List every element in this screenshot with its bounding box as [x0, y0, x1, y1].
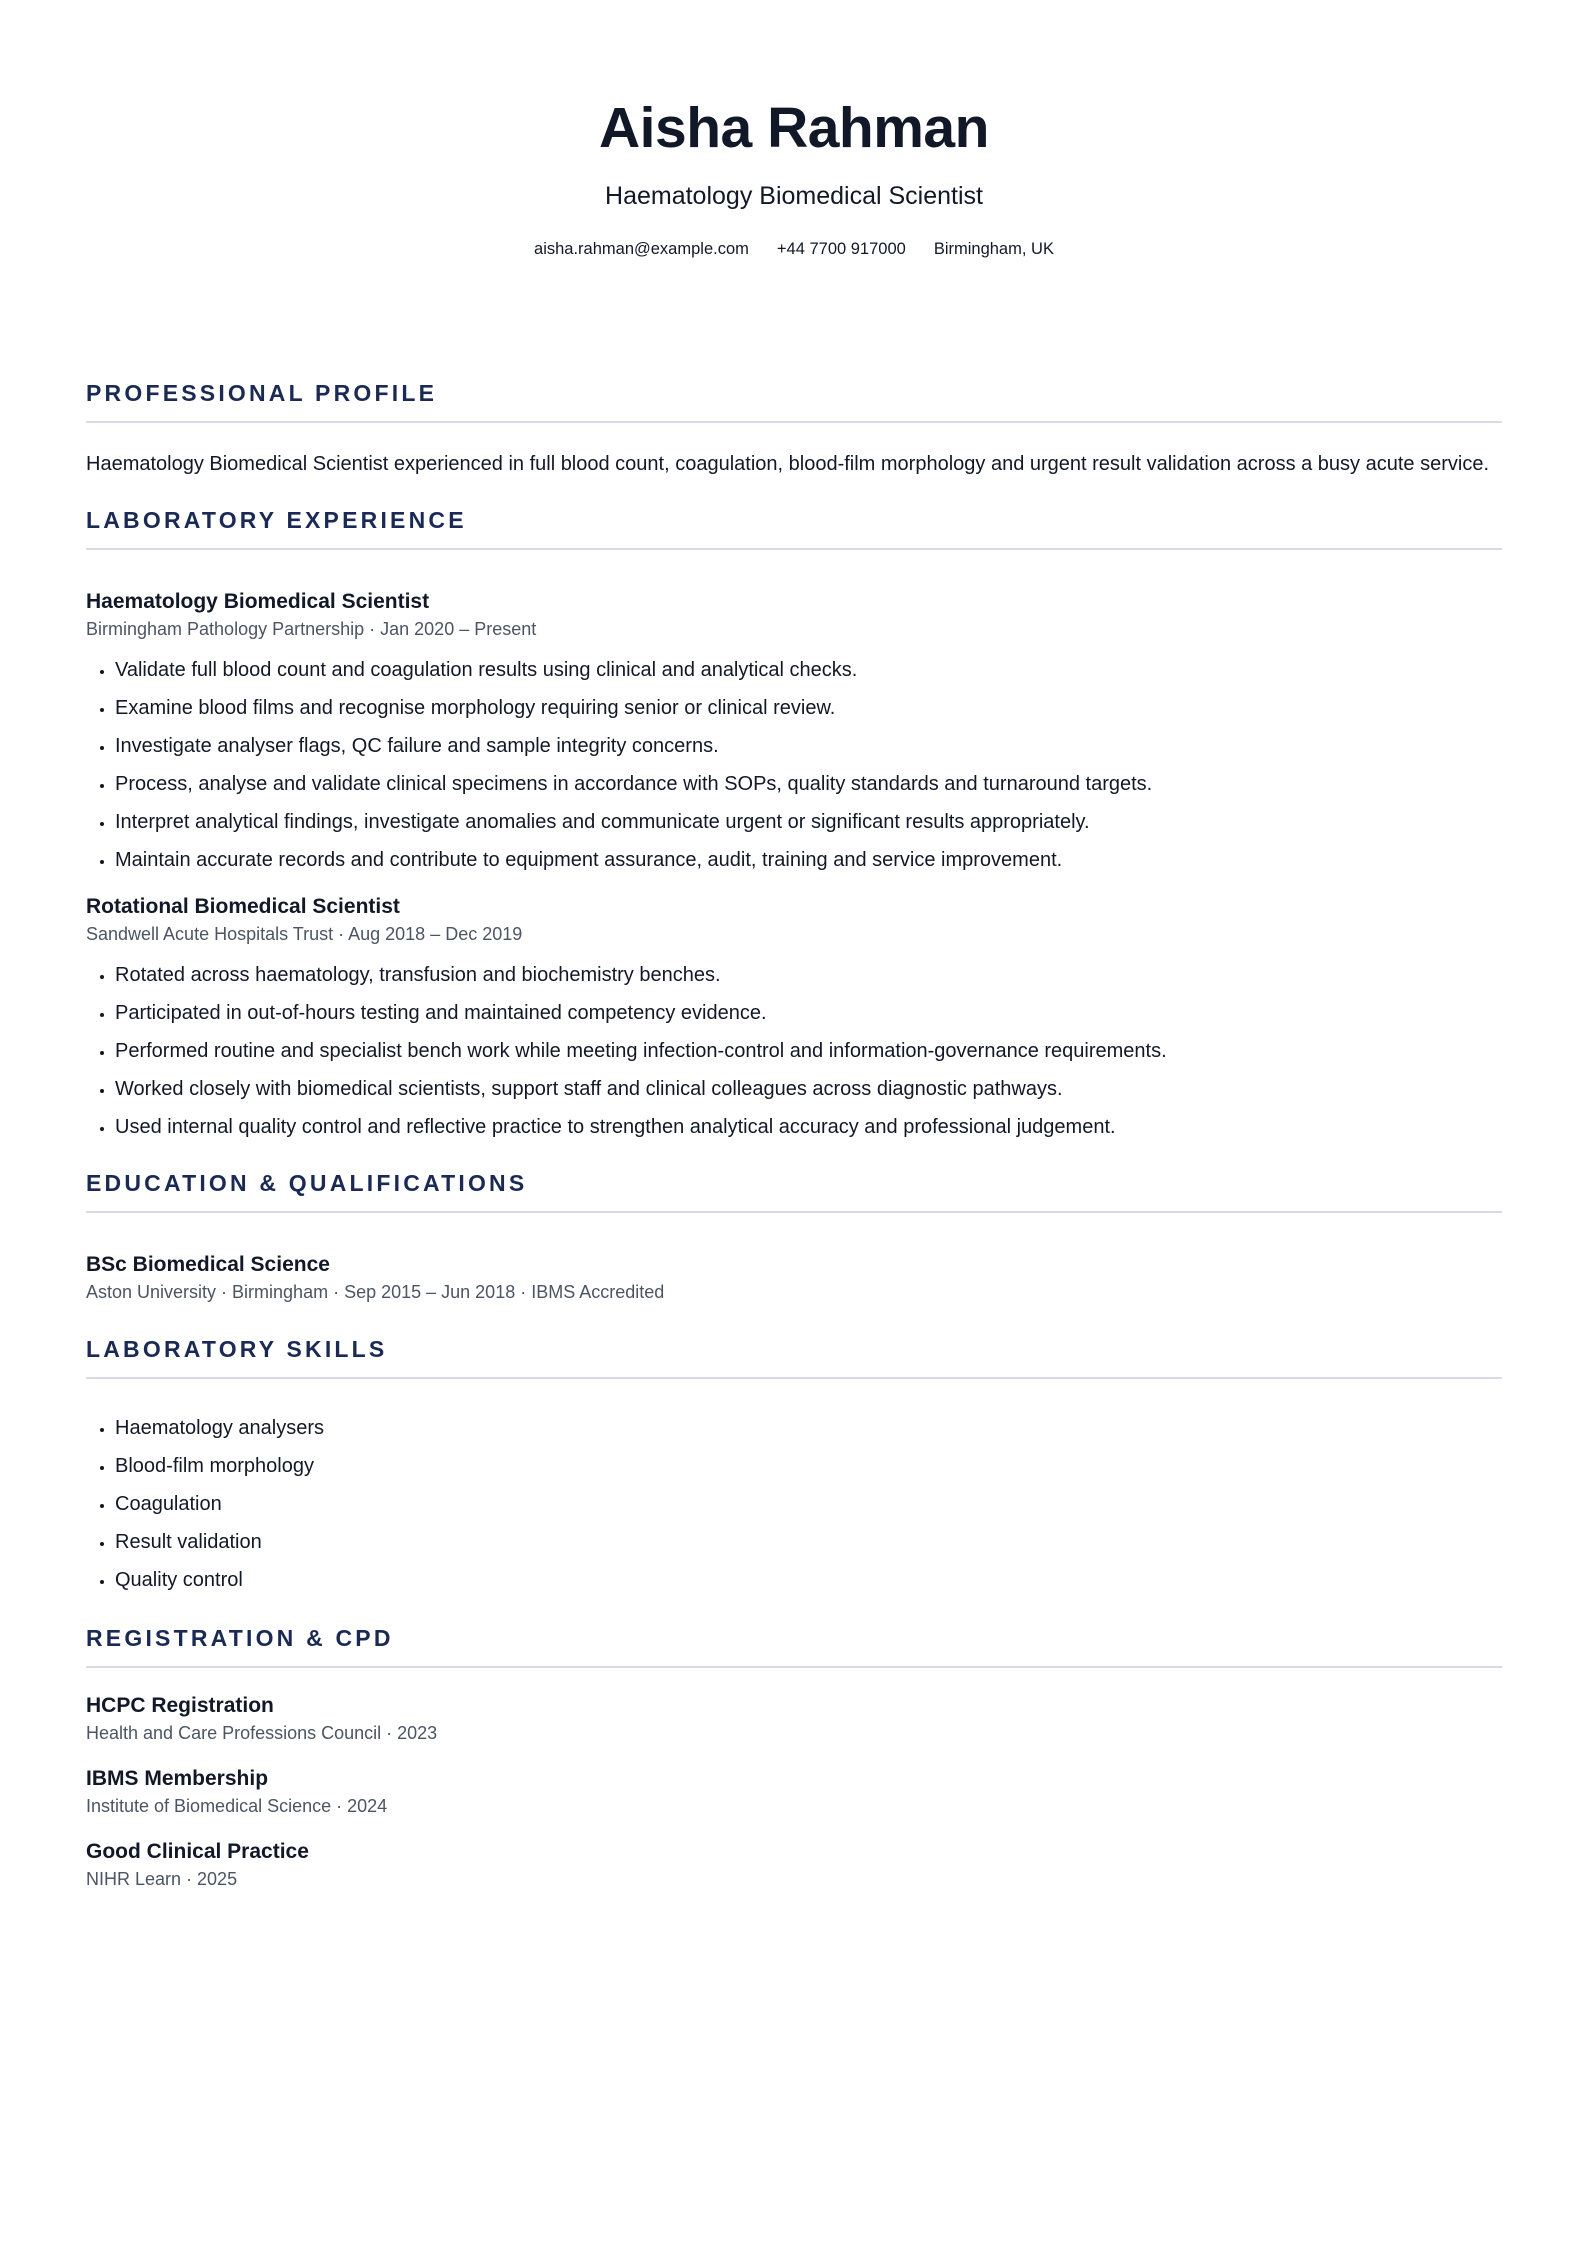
section-registration: [86, 1623, 1502, 1891]
job-bullet: • Examine blood films and recognise morphology requiring senior or clinical review.: [115, 689, 1502, 727]
job-role: Rotational Biomedical Scientist: [86, 895, 400, 918]
skill-item: • Coagulation: [115, 1485, 1502, 1523]
job-bullet: • Maintain accurate records and contribute to equipment assurance, audit, training and service improvement.: [115, 841, 1502, 879]
registration-meta: Institute of Biomedical Science · 2024: [86, 1796, 388, 1816]
section-divider: [86, 1377, 1502, 1379]
section-experience: [86, 505, 1502, 1146]
job-bullet: • Participated in out-of-hours testing and maintained competency evidence.: [115, 994, 1502, 1032]
job-bullets: [86, 651, 1502, 879]
contact-email[interactable]: aisha.rahman@example.com: [534, 240, 749, 258]
contact-phone[interactable]: +44 7700 917000: [776, 240, 906, 258]
education-entry: [86, 1251, 1502, 1304]
education-degree: BSc Biomedical Science: [86, 1253, 330, 1276]
contact-row: [86, 238, 1502, 260]
job-bullet: • Investigate analyser flags, QC failure and sample integrity concerns.: [115, 727, 1502, 765]
education-meta: Aston University · Birmingham · Sep 2015 – Jun 2018 · IBMS Accredited: [86, 1282, 665, 1302]
registration-name: HCPC Registration: [86, 1694, 274, 1717]
skill-item: • Quality control: [115, 1561, 1502, 1599]
job-meta: Birmingham Pathology Partnership · Jan 2020 – Present: [86, 619, 537, 639]
section-divider: [86, 548, 1502, 550]
job-bullet: • Validate full blood count and coagulation results using clinical and analytical checks.: [115, 651, 1502, 689]
resume-header: [86, 0, 1502, 260]
registration-entry: [86, 1692, 1502, 1745]
registration-entry: [86, 1838, 1502, 1891]
section-education: [86, 1168, 1502, 1304]
job-entry: [86, 893, 1502, 1146]
profile-summary: Haematology Biomedical Scientist experienced in full blood count, coagulation, blood-film morphology and urgent result validation across a busy acute service.: [86, 453, 1489, 475]
section-divider: [86, 1666, 1502, 1668]
contact-location: Birmingham, UK: [933, 240, 1054, 258]
registration-name: Good Clinical Practice: [86, 1840, 309, 1863]
section-title-profile: PROFESSIONAL PROFILE: [86, 380, 438, 406]
job-bullet: • Rotated across haematology, transfusion and biochemistry benches.: [115, 956, 1502, 994]
registration-meta: Health and Care Professions Council · 2023: [86, 1723, 438, 1743]
registration-entry: [86, 1765, 1502, 1818]
section-divider: [86, 1211, 1502, 1213]
candidate-name: Aisha Rahman: [599, 96, 989, 160]
section-title-experience: LABORATORY EXPERIENCE: [86, 507, 467, 533]
job-bullets: [86, 956, 1502, 1146]
skill-item: • Haematology analysers: [115, 1409, 1502, 1447]
job-meta: Sandwell Acute Hospitals Trust · Aug 2018 – Dec 2019: [86, 924, 523, 944]
section-title-education: EDUCATION & QUALIFICATIONS: [86, 1170, 528, 1196]
skills-list: [86, 1409, 1502, 1599]
registration-meta: NIHR Learn · 2025: [86, 1869, 238, 1889]
section-title-skills: LABORATORY SKILLS: [86, 1336, 388, 1362]
section-skills: [86, 1334, 1502, 1599]
section-profile: [86, 378, 1502, 479]
section-divider: [86, 421, 1502, 423]
candidate-headline: Haematology Biomedical Scientist: [605, 182, 983, 210]
job-bullet: • Performed routine and specialist bench work while meeting infection-control and information-governance requirements.: [115, 1032, 1502, 1070]
job-bullet: • Used internal quality control and reflective practice to strengthen analytical accuracy and professional judgement.: [115, 1108, 1502, 1146]
job-bullet: • Process, analyse and validate clinical specimens in accordance with SOPs, quality standards and turnaround targets.: [115, 765, 1502, 803]
skill-item: • Result validation: [115, 1523, 1502, 1561]
skill-item: • Blood-film morphology: [115, 1447, 1502, 1485]
job-role: Haematology Biomedical Scientist: [86, 590, 430, 613]
job-bullet: • Interpret analytical findings, investigate anomalies and communicate urgent or significant results appropriately.: [115, 803, 1502, 841]
job-entry: [86, 588, 1502, 879]
job-bullet: • Worked closely with biomedical scientists, support staff and clinical colleagues across diagnostic pathways.: [115, 1070, 1502, 1108]
section-title-registration: REGISTRATION & CPD: [86, 1625, 394, 1651]
registration-name: IBMS Membership: [86, 1767, 269, 1790]
